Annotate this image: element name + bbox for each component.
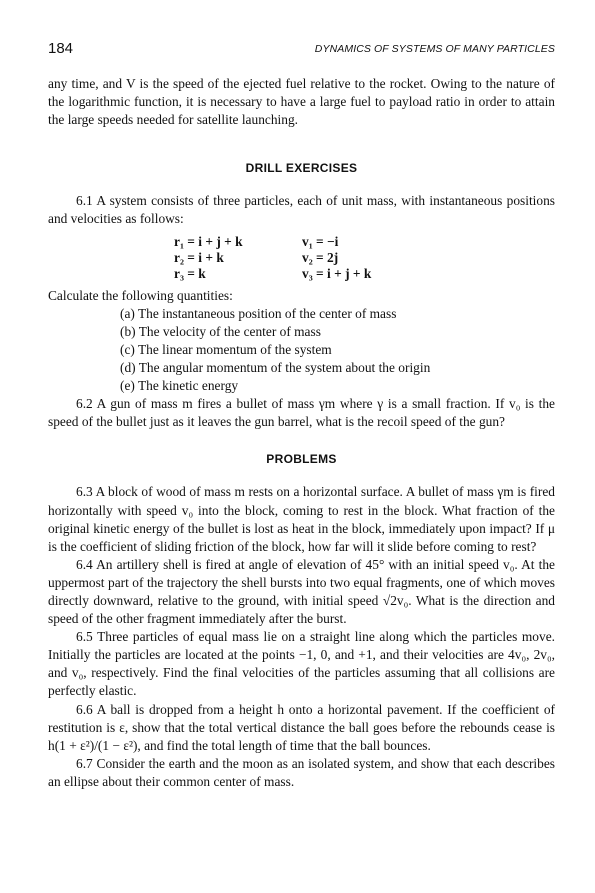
equation-block	[174, 234, 555, 282]
list-item: (e) The kinetic energy	[120, 378, 239, 394]
problems-heading: PROBLEMS	[266, 452, 337, 467]
list-item: (b) The velocity of the center of mass	[120, 323, 321, 339]
page-header	[48, 40, 555, 60]
equation-r1: r₁ = i + j + k	[174, 233, 243, 249]
quantity-list	[120, 305, 555, 395]
exercise-6-2: 6.2 A gun of mass m fires a bullet of mass γm where γ is a small fraction. If v₀ is the speed of the bullet just as it leaves the gun barrel, what is the recoil speed of the gun?	[48, 396, 555, 430]
equation-v1: v₁ = −i	[302, 233, 339, 249]
problem-6-7: 6.7 Consider the earth and the moon as an isolated system, and show that each describes an ellipse about their common center of mass.	[48, 755, 555, 789]
equation-r3: r₃ = k	[174, 265, 206, 281]
intro-paragraph: any time, and V is the speed of the ejected fuel relative to the rocket. Owing to the nature of the logarithmic function, it is necessary to have a large fuel to payload ratio in order to attain the large speeds needed for satellite launching.	[48, 76, 555, 128]
problem-6-6: 6.6 A ball is dropped from a height h onto a horizontal pavement. If the coefficient of restitution is ε, show that the total vertical distance the ball goes before the rebounds cease is h(1 + ε²)/(1 − ε²), and find the total length of time that the ball bounces.	[48, 701, 555, 753]
problem-6-3: 6.3 A block of wood of mass m rests on a horizontal surface. A bullet of mass γm is fired horizontally with speed v₀ into the block, coming to rest in the block. What fraction of the original kinetic energy of the bullet is lost as heat in the block, immediately upon impact? If μ is the coefficient of sliding friction of the block, how far will it slide before coming to rest?	[48, 484, 555, 554]
calculate-line: Calculate the following quantities:	[48, 287, 233, 303]
problem-6-4: 6.4 An artillery shell is fired at angle of elevation of 45° with an initial speed v₀. At the uppermost part of the trajectory the shell bursts into two equal fragments, one of which moves directly downward, relative to the ground, with initial speed √2v₀. What is the direction and speed of the other fragment immediately after the burst.	[48, 556, 555, 627]
problem-6-5: 6.5 Three particles of equal mass lie on a straight line along which the particles move. Initially the particles are located at the points −1, 0, and +1, and their velocities are 4v₀, 2v₀, and v₀, respectively. Find the final velocities of the particles assuming that all collisions are perfectly elastic.	[48, 629, 555, 699]
drill-exercises-heading: DRILL EXERCISES	[245, 161, 358, 176]
equation-v2: v₂ = 2j	[302, 249, 339, 265]
list-item: (d) The angular momentum of the system about the origin	[120, 359, 431, 375]
equation-v3: v₃ = i + j + k	[302, 265, 372, 281]
running-head: DYNAMICS OF SYSTEMS OF MANY PARTICLES	[314, 43, 555, 55]
exercise-6-1: 6.1 A system consists of three particles, each of unit mass, with instantaneous positions and velocities as follows:	[48, 193, 555, 227]
equation-r2: r₂ = i + k	[174, 249, 224, 265]
list-item: (a) The instantaneous position of the center of mass	[120, 305, 397, 321]
list-item: (c) The linear momentum of the system	[120, 341, 332, 357]
page-number: 184	[48, 40, 74, 57]
page-body	[48, 75, 555, 791]
